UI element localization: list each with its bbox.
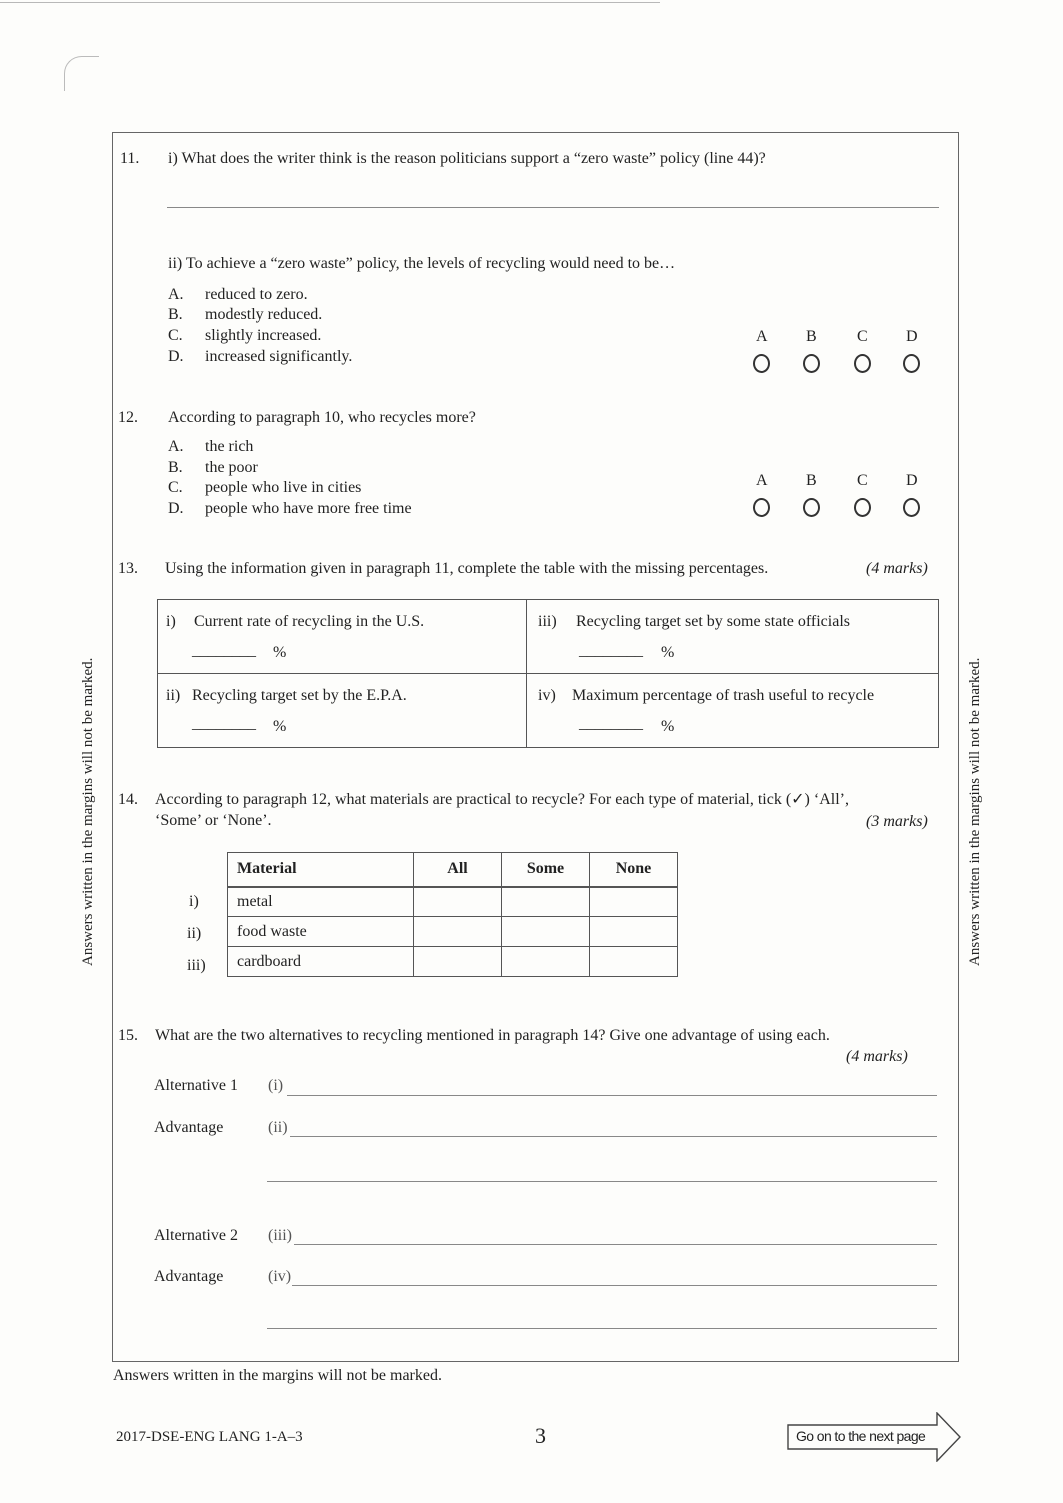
option-text: people who live in cities bbox=[205, 479, 362, 496]
row-label: iii) bbox=[187, 957, 206, 974]
next-page-label: Go on to the next page bbox=[796, 1428, 926, 1444]
question-14-prompt-line2: ‘Some’ or ‘None’. bbox=[155, 812, 272, 829]
option-text: increased significantly. bbox=[205, 348, 353, 365]
tick-cell-some[interactable] bbox=[502, 947, 590, 977]
answer-bubble-d[interactable] bbox=[903, 354, 920, 373]
row-label: i) bbox=[189, 893, 199, 910]
answer-bubble-d[interactable] bbox=[903, 498, 920, 517]
answer-line-ii[interactable] bbox=[290, 1136, 937, 1137]
tick-cell-all[interactable] bbox=[414, 947, 502, 977]
row-label: Advantage bbox=[154, 1268, 224, 1285]
header-material: Material bbox=[228, 853, 414, 887]
option-letter: C. bbox=[168, 327, 183, 344]
answer-bubble-b[interactable] bbox=[803, 354, 820, 373]
option-text: reduced to zero. bbox=[205, 286, 308, 303]
question-number: 12. bbox=[118, 409, 138, 426]
table-row bbox=[228, 887, 678, 917]
materials-table bbox=[227, 852, 678, 977]
marks-label: (4 marks) bbox=[846, 1048, 908, 1065]
tick-cell-none[interactable] bbox=[590, 917, 678, 947]
tick-cell-none[interactable] bbox=[590, 887, 678, 917]
option-text: people who have more free time bbox=[205, 500, 412, 517]
bubble-label: D bbox=[906, 472, 918, 489]
table-row bbox=[228, 947, 678, 977]
tick-cell-all[interactable] bbox=[414, 917, 502, 947]
marks-label: (3 marks) bbox=[866, 813, 928, 830]
left-margin-note: Answers written in the margins will not be marked. bbox=[80, 657, 96, 966]
go-to-next-page-button[interactable] bbox=[787, 1412, 962, 1462]
row-label: ii) bbox=[187, 925, 202, 942]
tick-cell-all[interactable] bbox=[414, 887, 502, 917]
answer-line-iv-cont[interactable] bbox=[267, 1328, 937, 1329]
question-11-part-i: i) What does the writer think is the reason politicians support a “zero waste” policy (line 44)? bbox=[168, 150, 766, 167]
bubble-label: D bbox=[906, 328, 918, 345]
table-row bbox=[228, 917, 678, 947]
marks-label: (4 marks) bbox=[866, 560, 928, 577]
cell-label: iv) bbox=[538, 687, 556, 704]
question-number: 14. bbox=[118, 791, 138, 808]
bubble-label: C bbox=[857, 328, 868, 345]
question-11-part-ii: ii) To achieve a “zero waste” policy, the levels of recycling would need to be… bbox=[168, 255, 676, 272]
answer-bubble-c[interactable] bbox=[854, 498, 871, 517]
answer-line-iii[interactable] bbox=[294, 1244, 937, 1245]
option-letter: A. bbox=[168, 286, 184, 303]
right-margin-note: Answers written in the margins will not be marked. bbox=[967, 657, 983, 966]
tick-cell-none[interactable] bbox=[590, 947, 678, 977]
row-label: Alternative 1 bbox=[154, 1077, 238, 1094]
cell-label: ii) bbox=[166, 687, 181, 704]
question-number: 11. bbox=[120, 150, 140, 167]
material-cell: food waste bbox=[228, 917, 414, 947]
header-all: All bbox=[414, 853, 502, 887]
percentage-blank-iii[interactable]: ________ bbox=[579, 642, 643, 659]
material-cell: metal bbox=[228, 887, 414, 917]
answer-line-11i[interactable] bbox=[167, 207, 939, 208]
roman-numeral: (iv) bbox=[268, 1268, 292, 1285]
answer-bubble-a[interactable] bbox=[753, 354, 770, 373]
roman-numeral: (iii) bbox=[268, 1227, 292, 1244]
option-letter: B. bbox=[168, 459, 183, 476]
bottom-margin-note: Answers written in the margins will not be marked. bbox=[113, 1367, 442, 1384]
question-13-prompt: Using the information given in paragraph 11, complete the table with the missing percentages. bbox=[165, 560, 769, 577]
option-text: slightly increased. bbox=[205, 327, 322, 344]
percentages-table bbox=[157, 599, 939, 748]
cell-text: Recycling target set by some state officials bbox=[576, 613, 850, 630]
option-letter: D. bbox=[168, 500, 184, 517]
punch-hole-mark bbox=[64, 56, 99, 91]
option-letter: B. bbox=[168, 306, 183, 323]
cell-text: Recycling target set by the E.P.A. bbox=[192, 687, 407, 704]
roman-numeral: (ii) bbox=[268, 1119, 288, 1136]
percentage-blank-ii[interactable]: ________ bbox=[192, 715, 256, 732]
row-label: Alternative 2 bbox=[154, 1227, 238, 1244]
roman-numeral: (i) bbox=[268, 1077, 284, 1094]
bubble-label: A bbox=[756, 328, 768, 345]
row-label: Advantage bbox=[154, 1119, 224, 1136]
answer-bubble-c[interactable] bbox=[854, 354, 871, 373]
answer-line-iv[interactable] bbox=[292, 1285, 937, 1286]
question-15-prompt: What are the two alternatives to recycling mentioned in paragraph 14? Give one advantage of using each. bbox=[155, 1027, 830, 1044]
cell-text: Current rate of recycling in the U.S. bbox=[194, 613, 425, 630]
exam-code: 2017-DSE-ENG LANG 1-A–3 bbox=[116, 1429, 303, 1445]
answer-line-i[interactable] bbox=[287, 1095, 937, 1096]
question-12-prompt: According to paragraph 10, who recycles more? bbox=[168, 409, 476, 426]
option-text: the rich bbox=[205, 438, 254, 455]
answer-bubble-a[interactable] bbox=[753, 498, 770, 517]
answer-line-ii-cont[interactable] bbox=[267, 1181, 937, 1182]
answer-bubble-b[interactable] bbox=[803, 498, 820, 517]
bubble-label: A bbox=[756, 472, 768, 489]
percent-sign: % bbox=[661, 644, 675, 661]
header-none: None bbox=[590, 853, 678, 887]
header-some: Some bbox=[502, 853, 590, 887]
cell-label: i) bbox=[166, 613, 176, 630]
percent-sign: % bbox=[273, 718, 287, 735]
question-number: 15. bbox=[118, 1027, 138, 1044]
percent-sign: % bbox=[661, 718, 675, 735]
material-cell: cardboard bbox=[228, 947, 414, 977]
percentage-blank-iv[interactable]: ________ bbox=[579, 715, 643, 732]
bubble-label: C bbox=[857, 472, 868, 489]
scan-top-edge bbox=[0, 2, 660, 3]
option-letter: D. bbox=[168, 348, 184, 365]
cell-text: Maximum percentage of trash useful to recycle bbox=[572, 687, 875, 704]
percentage-blank-i[interactable]: ________ bbox=[192, 642, 256, 659]
tick-cell-some[interactable] bbox=[502, 917, 590, 947]
cell-label: iii) bbox=[538, 613, 557, 630]
option-text: modestly reduced. bbox=[205, 306, 323, 323]
tick-cell-some[interactable] bbox=[502, 887, 590, 917]
option-letter: C. bbox=[168, 479, 183, 496]
table-header-row bbox=[228, 853, 678, 887]
question-number: 13. bbox=[118, 560, 138, 577]
bubble-label: B bbox=[806, 472, 817, 489]
page-number: 3 bbox=[535, 1423, 546, 1448]
question-14-prompt-line1: According to paragraph 12, what materials are practical to recycle? For each type of material, tick (✓) ‘All’, bbox=[155, 791, 849, 808]
bubble-label: B bbox=[806, 328, 817, 345]
table-divider bbox=[158, 673, 938, 674]
option-letter: A. bbox=[168, 438, 184, 455]
percent-sign: % bbox=[273, 644, 287, 661]
option-text: the poor bbox=[205, 459, 258, 476]
